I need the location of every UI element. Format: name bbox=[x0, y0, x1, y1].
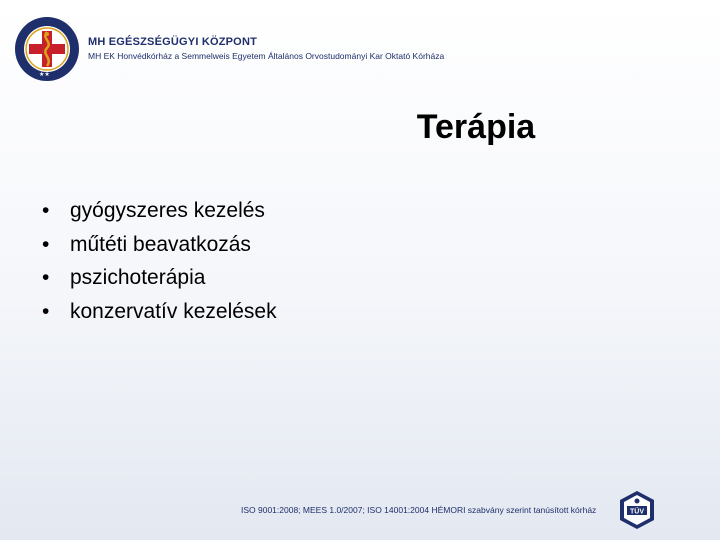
hospital-emblem-icon bbox=[14, 16, 80, 82]
list-item bbox=[42, 228, 277, 262]
list-item bbox=[42, 295, 277, 329]
list-item bbox=[42, 194, 277, 228]
list-item-text: műtéti beavatkozás bbox=[70, 232, 251, 256]
org-name: MH EGÉSZSÉGÜGYI KÖZPONT bbox=[88, 35, 258, 48]
list-item-text: konzervatív kezelések bbox=[70, 299, 277, 323]
slide-title: Terápia bbox=[416, 108, 536, 146]
header bbox=[14, 14, 444, 84]
bullet-icon: • bbox=[42, 299, 50, 323]
certification-text: ISO 9001:2008; MEES 1.0/2007; ISO 14001:2004 HÉMORI szabvány szerint tanúsított kórház bbox=[241, 505, 597, 515]
bullet-icon: • bbox=[42, 232, 50, 256]
bullet-list bbox=[42, 194, 277, 328]
tuv-certification-badge-icon bbox=[617, 490, 657, 530]
svg-text:★★: ★★ bbox=[39, 72, 50, 78]
bullet-icon: • bbox=[42, 199, 50, 222]
list-item-text: pszichoterápia bbox=[70, 266, 206, 289]
org-subtitle: MH EK Honvédkórház a Semmelweis Egyetem Általános Orvostudományi Kar Oktató Kórháza bbox=[88, 50, 445, 61]
svg-text:TÜV: TÜV bbox=[630, 508, 644, 516]
list-item-text: gyógyszeres kezelés bbox=[70, 199, 265, 222]
bullet-icon: • bbox=[42, 266, 50, 289]
org-block bbox=[88, 36, 444, 61]
slide-title-wrapper bbox=[0, 108, 676, 147]
list-item bbox=[42, 261, 277, 295]
